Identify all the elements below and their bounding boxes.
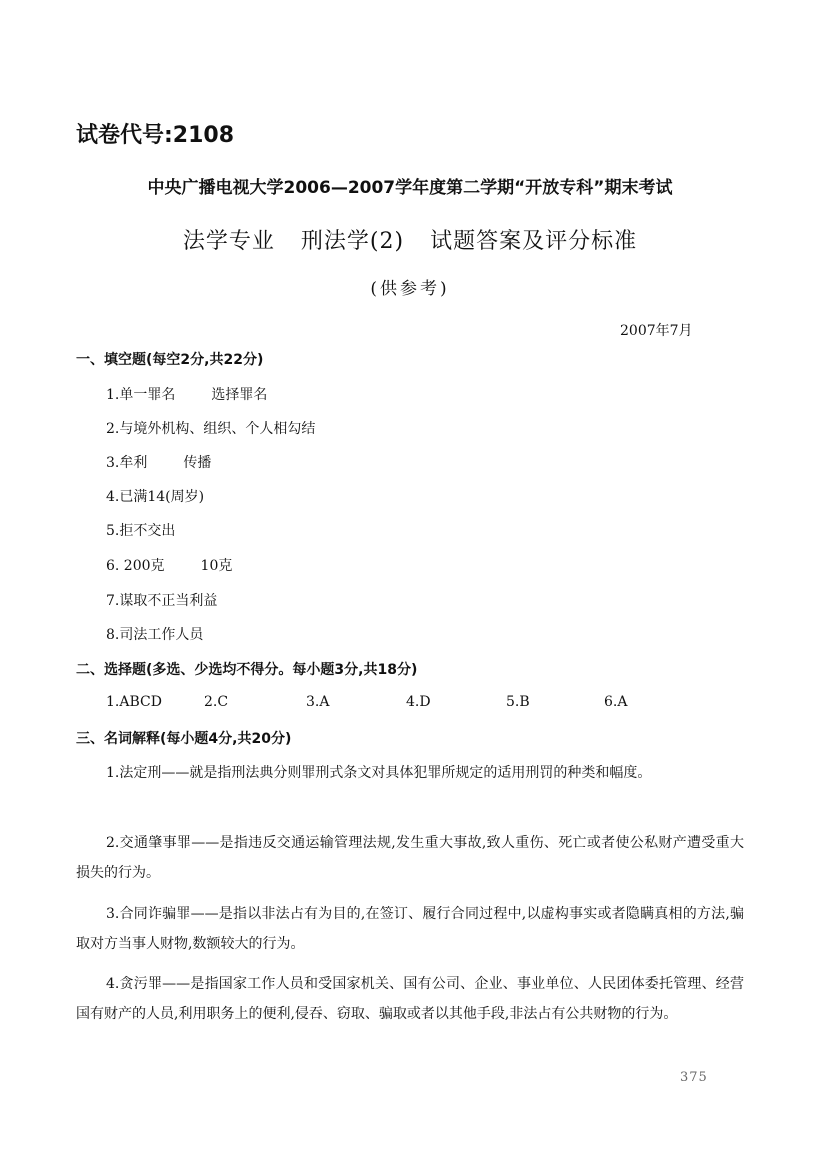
reference-note: (供参考) — [370, 279, 450, 299]
list-item: 5.拒不交出 — [106, 523, 176, 539]
answer-6: 6.A — [604, 694, 628, 710]
definition-paragraph: 3.合同诈骗罪——是指以非法占有为目的,在签订、履行合同过程中,以虚构事实或者隐瞒真相的方法,骗取对方当事人财物,数额较大的行为。 — [76, 906, 744, 952]
page-number: 375 — [680, 1070, 708, 1085]
title-course: 刑法学(2) — [300, 229, 405, 254]
choice-answers — [106, 694, 627, 710]
definition-paragraph: 2.交通肇事罪——是指违反交通运输管理法规,发生重大事故,致人重伤、死亡或者使公私财产遭受重大损失的行为。 — [76, 835, 744, 881]
list-item: 6. 200克 10克 — [106, 558, 233, 574]
exam-code: 试卷代号:2108 — [76, 123, 235, 148]
university-exam-line: 中央广播电视大学2006—2007学年度第二学期“开放专科”期末考试 — [147, 178, 673, 198]
answer-4: 4.D — [406, 694, 431, 710]
list-item: 2.与境外机构、组织、个人相勾结 — [106, 421, 316, 437]
document-title — [0, 224, 820, 255]
answer-5: 5.B — [506, 694, 530, 710]
definition-paragraph: 1.法定刑——就是指刑法典分则罪刑式条文对具体犯罪所规定的适用刑罚的种类和幅度。 — [106, 765, 652, 781]
list-item: 7.谋取不正当利益 — [106, 593, 218, 609]
list-item: 3.牟利 传播 — [106, 455, 212, 471]
document-date: 2007年7月 — [620, 323, 693, 339]
list-item: 8.司法工作人员 — [106, 627, 204, 643]
section2-heading: 二、选择题(多选、少选均不得分。每小题3分,共18分) — [76, 662, 418, 678]
definition-paragraph: 4.贪污罪——是指国家工作人员和受国家机关、国有公司、企业、事业单位、人民团体委托管理、经营国有财产的人员,利用职务上的便利,侵吞、窃取、骗取或者以其他手段,非法占有公共财物的行为。 — [76, 976, 744, 1022]
list-item: 1.单一罪名 选择罪名 — [106, 387, 268, 403]
title-doc: 试题答案及评分标准 — [430, 229, 638, 254]
answer-3: 3.A — [306, 694, 330, 710]
answer-2: 2.C — [204, 694, 229, 710]
section3-heading: 三、名词解释(每小题4分,共20分) — [76, 731, 292, 747]
list-item: 4.已满14(周岁) — [106, 489, 205, 505]
title-major: 法学专业 — [182, 229, 275, 254]
answer-1: 1.ABCD — [106, 694, 162, 710]
section1-heading: 一、填空题(每空2分,共22分) — [76, 352, 264, 368]
